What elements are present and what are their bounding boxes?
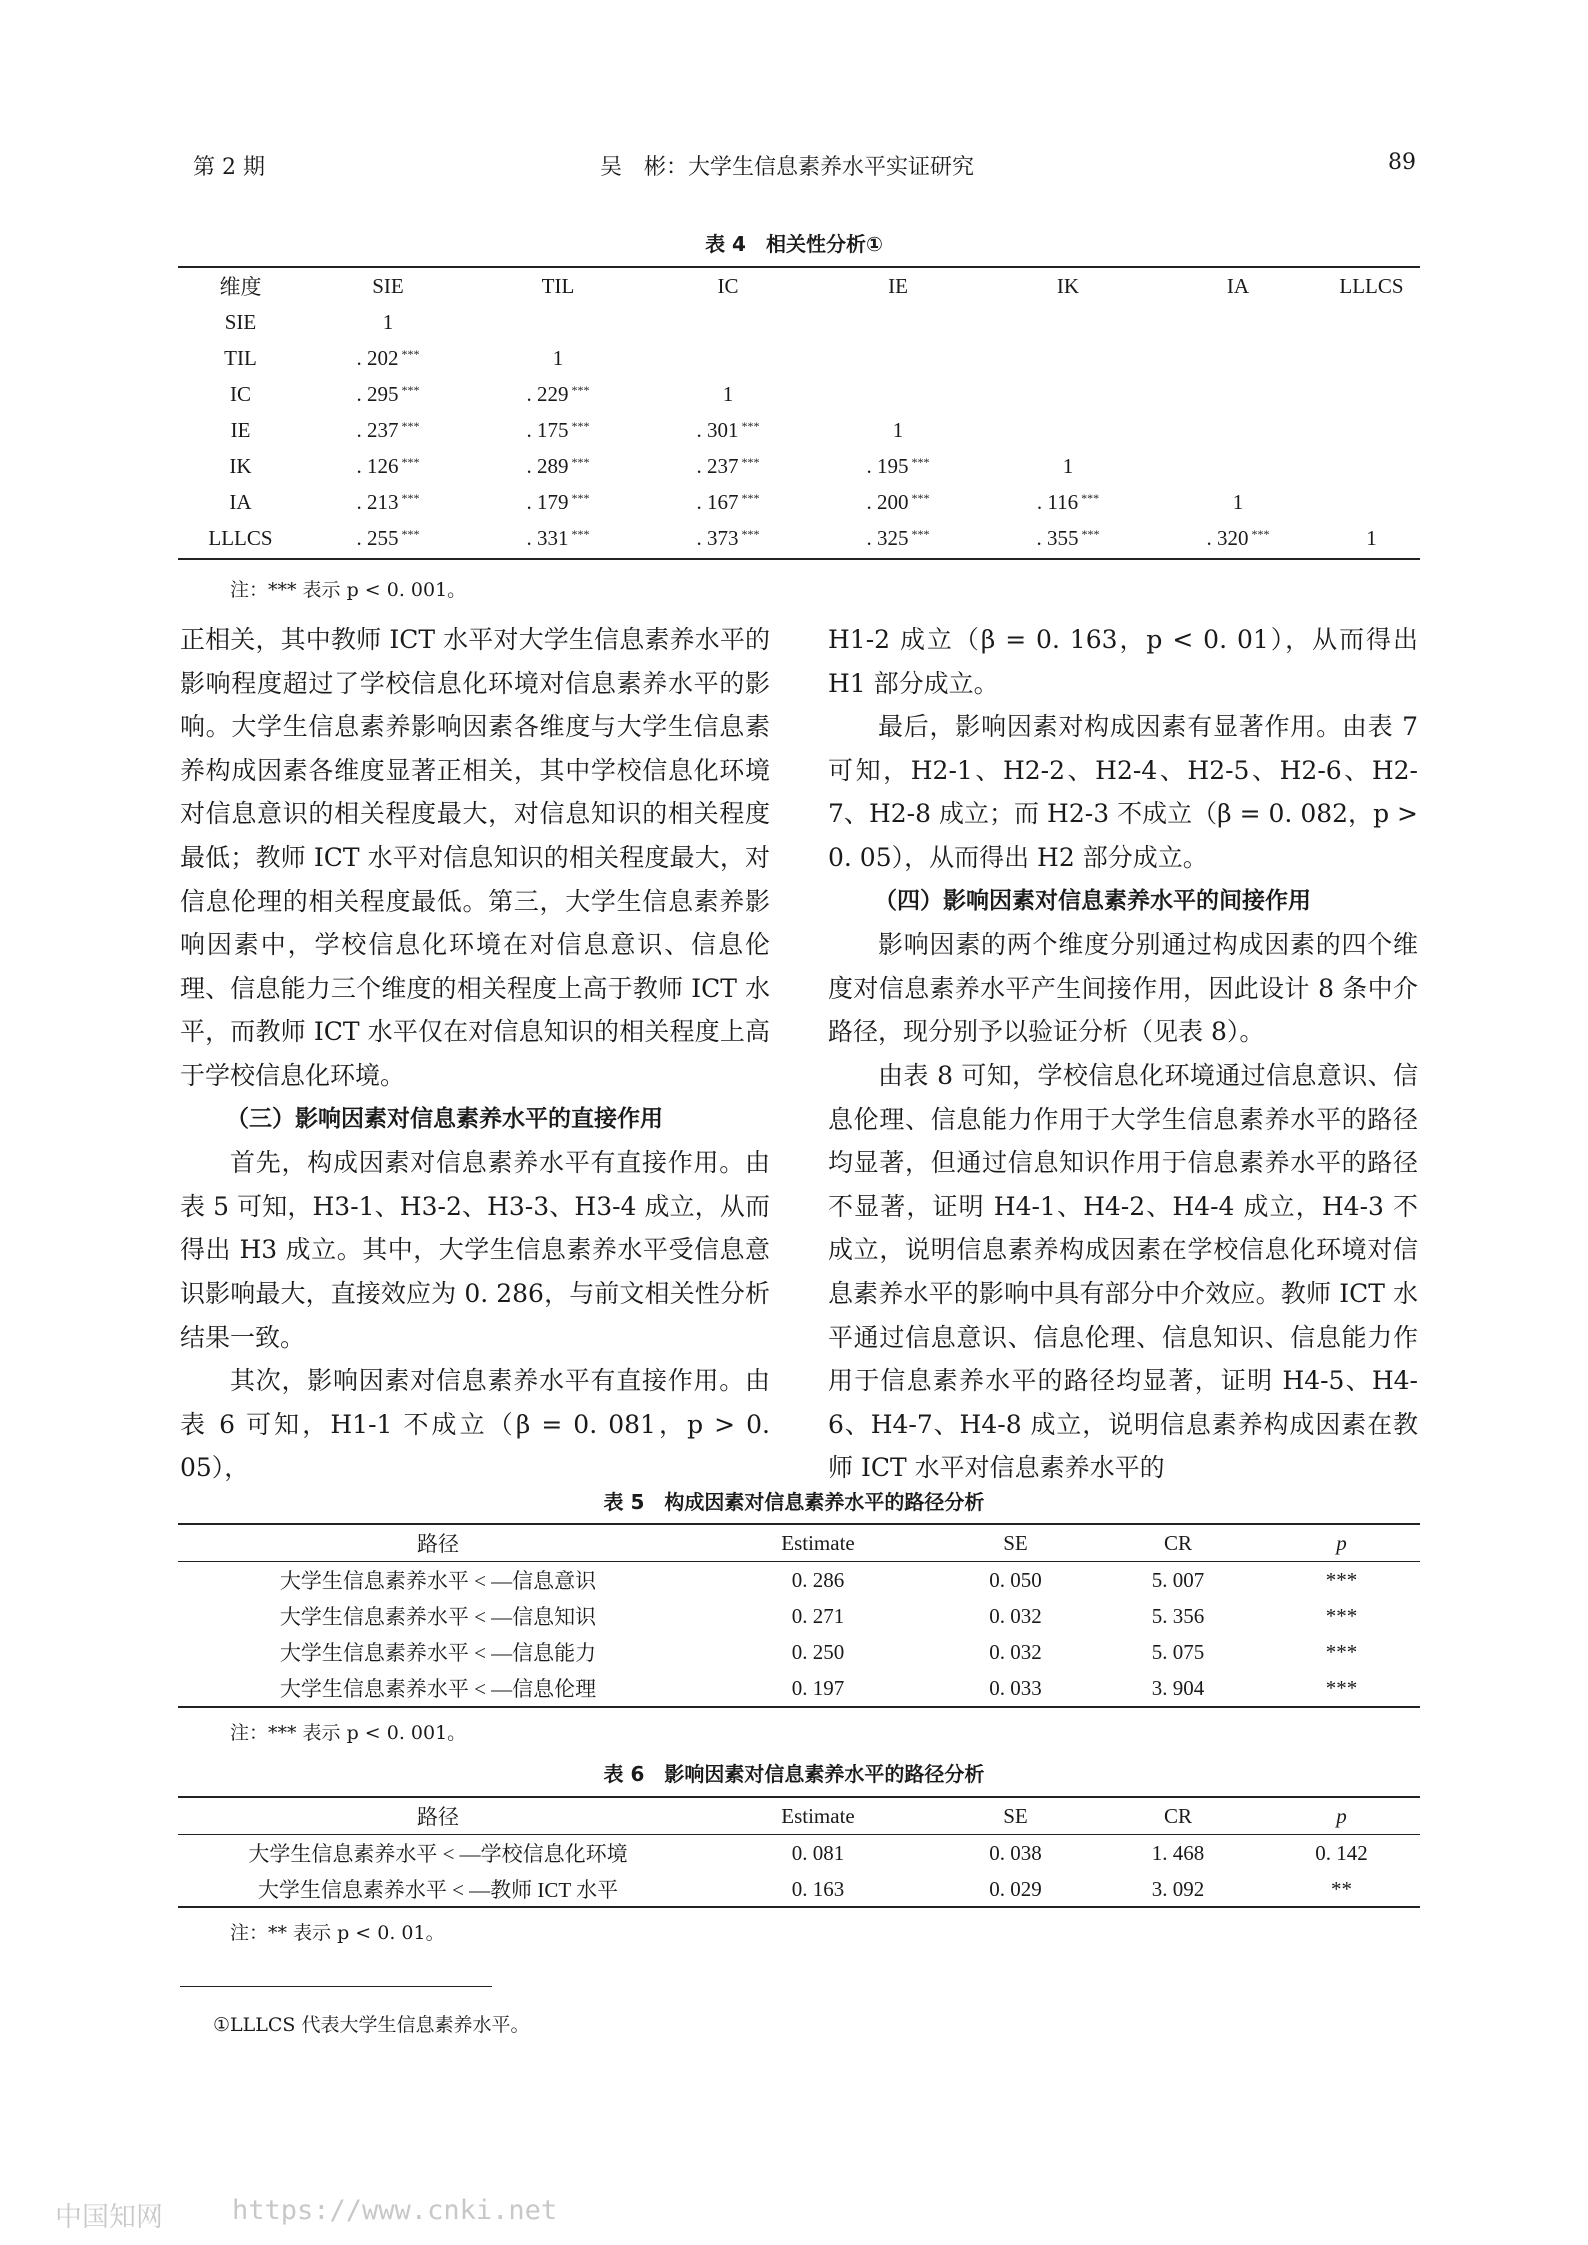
table4-cell [473, 520, 643, 556]
table4-cell [1323, 412, 1420, 448]
table4-cell-value: 1 [1232, 489, 1244, 514]
table4-column-header: IA [1226, 273, 1250, 298]
table4-cell [1323, 520, 1420, 556]
table5-column-header: 路径 [178, 1525, 698, 1562]
table5-value-cell: 0. 032 [989, 1639, 1042, 1664]
table5-value-cell: 0. 032 [989, 1603, 1042, 1628]
table4-cell [1153, 520, 1323, 556]
table4-cell [813, 304, 983, 340]
table5-value-cell: *** [1325, 1567, 1358, 1592]
table4-cell [1153, 448, 1323, 484]
significance-marker: *** [401, 490, 420, 505]
table5-value-cell: *** [1325, 1603, 1358, 1628]
table4-cell [473, 448, 643, 484]
table4-column-header: IK [1056, 273, 1080, 298]
table6-column-header: Estimate [698, 1798, 938, 1835]
table4-caption: 表 4 相关性分析① [705, 232, 883, 256]
table5-row [178, 1670, 1420, 1706]
table4-cell [983, 448, 1153, 484]
table6-column-header: 路径 [178, 1798, 698, 1835]
table4-cell-value: . 301 [696, 417, 739, 442]
significance-marker: *** [911, 454, 930, 469]
table4-cell-value: . 200 [866, 489, 909, 514]
table4-cell [473, 412, 643, 448]
table4-column-header: IE [888, 273, 908, 298]
table4-cell-value: . 289 [526, 453, 569, 478]
table4-row-label: IA [229, 489, 252, 514]
table5-value-cell: 0. 033 [989, 1675, 1042, 1700]
table5-value-cell: 3. 904 [1151, 1675, 1205, 1700]
table4-cell [303, 412, 473, 448]
table4 [178, 268, 1420, 556]
table5-value-cell: 0. 271 [791, 1603, 845, 1628]
table4-row [178, 304, 1420, 340]
table5-path-cell: 大学生信息素养水平 < —信息知识 [279, 1605, 597, 1629]
table4-cell [643, 448, 813, 484]
table4-cell-value: . 175 [526, 417, 569, 442]
significance-marker: *** [911, 490, 930, 505]
table4-row [178, 340, 1420, 376]
table4-cell [1323, 340, 1420, 376]
table5-value-cell: 0. 050 [989, 1567, 1042, 1592]
table4-cell-value: . 167 [696, 489, 739, 514]
table4-cell [303, 376, 473, 412]
table4-cell [303, 448, 473, 484]
table6 [178, 1798, 1420, 1907]
table4-cell-value: . 237 [356, 417, 399, 442]
table4-cell-value: . 325 [866, 525, 909, 550]
table5-row [178, 1562, 1420, 1599]
table4-cell-value: . 202 [356, 345, 399, 370]
table4-cell [983, 412, 1153, 448]
table6-value-cell: ** [1331, 1876, 1352, 1901]
table6-header-row [178, 1798, 1420, 1835]
body-paragraph: 正相关，其中教师 ICT 水平对大学生信息素养水平的影响程度超过了学校信息化环境对信息素养水平的影响。大学生信息素养影响因素各维度与大学生信息素养构成因素各维度显著正相关，其中学校信息化环境对信息意识的相关程度最大，对信息知识的相关程度最低；教师 ICT 水平对信息知识的相关程度最大，对信息伦理的相关程度最低。第三，大学生信息素养影响因素中，学校信息化环境在对信息意识、信息伦理、信息能力三个维度的相关程度上高于教师 ICT 水平，而教师 ICT 水平仅在对信息知识的相关程度上高于学校信息化环境。 [180, 625, 770, 1090]
table6-row [178, 1835, 1420, 1872]
table5 [178, 1525, 1420, 1706]
table6-value-cell: 0. 163 [791, 1876, 845, 1901]
table4-cell [1153, 376, 1323, 412]
table5-column-header: CR [1093, 1525, 1263, 1562]
table6-value-cell: 0. 038 [989, 1840, 1042, 1865]
table5-value-cell: 0. 250 [791, 1639, 845, 1664]
table6-note: 注：** 表示 p < 0. 01。 [230, 1922, 445, 1944]
body-paragraph: 首先，构成因素对信息素养水平有直接作用。由表 5 可知，H3-1、H3-2、H3-3、H3-4 成立，从而得出 H3 成立。其中，大学生信息素养水平受信息意识影响最大，直接效应为 0. 286，与前文相关性分析结果一致。 [180, 1148, 770, 1352]
table4-row [178, 376, 1420, 412]
issue-number: 第 2 期 [193, 155, 265, 180]
table4-cell [813, 484, 983, 520]
table4-cell [643, 412, 813, 448]
section-heading: （四）影响因素对信息素养水平的间接作用 [874, 887, 1311, 914]
table5-bottom-rule [178, 1706, 1420, 1708]
table4-cell [1153, 304, 1323, 340]
table4-column-header: 维度 [219, 275, 262, 299]
table4-cell [303, 340, 473, 376]
body-paragraph: 影响因素的两个维度分别通过构成因素的四个维度对信息素养水平产生间接作用，因此设计 8 条中介路径，现分别予以验证分析（见表 8）。 [828, 930, 1418, 1047]
table4-cell [643, 484, 813, 520]
table4-cell-value: . 179 [526, 489, 569, 514]
table5-caption: 表 5 构成因素对信息素养水平的路径分析 [603, 1490, 985, 1514]
table4-cell-value: . 373 [696, 525, 739, 550]
section-heading: （三）影响因素对信息素养水平的直接作用 [226, 1105, 663, 1132]
significance-marker: *** [401, 418, 420, 433]
table4-row-label: IC [230, 381, 251, 406]
table5-path-cell: 大学生信息素养水平 < —信息伦理 [279, 1677, 597, 1701]
table4-row-label: LLLCS [208, 525, 273, 550]
running-title: 吴 彬：大学生信息素养水平实证研究 [600, 155, 975, 180]
table4-cell [643, 520, 813, 556]
table4-row [178, 412, 1420, 448]
table4-cell-value: . 229 [526, 381, 569, 406]
table4-cell [643, 304, 813, 340]
table4-column-header: IC [717, 273, 739, 298]
table5-value-cell: 0. 197 [791, 1675, 845, 1700]
table4-cell-value: . 331 [526, 525, 569, 550]
significance-marker: *** [401, 382, 420, 397]
table5-header-row [178, 1525, 1420, 1562]
table4-cell [473, 304, 643, 340]
table4-cell [983, 340, 1153, 376]
table5-value-cell: 5. 007 [1151, 1567, 1205, 1592]
table6-path-cell: 大学生信息素养水平 < —学校信息化环境 [248, 1842, 628, 1866]
table4-cell [303, 520, 473, 556]
significance-marker: *** [571, 490, 590, 505]
table5-row [178, 1598, 1420, 1634]
table4-column-header: TIL [541, 273, 575, 298]
watermark-brand: 中国知网 [55, 2202, 163, 2233]
table5-value-cell: 5. 356 [1151, 1603, 1205, 1628]
table4-cell [473, 340, 643, 376]
table4-cell-value: 1 [552, 345, 564, 370]
table4-cell [643, 376, 813, 412]
table6-value-cell: 3. 092 [1151, 1876, 1205, 1901]
table6-column-header: p [1263, 1798, 1420, 1835]
table6-caption: 表 6 影响因素对信息素养水平的路径分析 [603, 1762, 985, 1786]
table4-cell-value: 1 [382, 309, 394, 334]
table6-column-header: SE [938, 1798, 1093, 1835]
left-column-text [180, 618, 770, 1490]
body-paragraph: 其次，影响因素对信息素养水平有直接作用。由表 6 可知，H1-1 不成立（β = 0. 081，p > 0. 05）， [180, 1366, 770, 1483]
table6-value-cell: 0. 081 [791, 1840, 845, 1865]
table4-row [178, 520, 1420, 556]
table4-cell [983, 520, 1153, 556]
significance-marker: *** [741, 526, 760, 541]
watermark-url[interactable]: https://www.cnki.net [232, 2195, 558, 2226]
table4-cell-value: . 255 [356, 525, 399, 550]
table4-cell-value: . 195 [866, 453, 909, 478]
table4-row-label: SIE [224, 309, 257, 334]
table4-cell [1323, 448, 1420, 484]
table4-cell [1153, 340, 1323, 376]
table4-cell [1153, 484, 1323, 520]
table5-row [178, 1634, 1420, 1670]
significance-marker: *** [401, 454, 420, 469]
table4-row [178, 484, 1420, 520]
table5-column-header: p [1263, 1525, 1420, 1562]
table5-value-cell: *** [1325, 1675, 1358, 1700]
significance-marker: *** [741, 454, 760, 469]
table4-cell [303, 304, 473, 340]
table6-value-cell: 0. 029 [989, 1876, 1042, 1901]
significance-marker: *** [571, 418, 590, 433]
table4-row-label: IK [229, 453, 252, 478]
table5-value-cell: *** [1325, 1639, 1358, 1664]
table6-value-cell: 0. 142 [1315, 1840, 1368, 1865]
body-paragraph: 最后，影响因素对构成因素有显著作用。由表 7 可知，H2-1、H2-2、H2-4、H2-5、H2-6、H2-7、H2-8 成立；而 H2-3 不成立（β = 0. 082，p > 0. 05），从而得出 H2 部分成立。 [828, 712, 1418, 872]
table6-row [178, 1871, 1420, 1907]
table4-cell-value: . 126 [356, 453, 399, 478]
table6-bottom-rule [178, 1906, 1420, 1908]
significance-marker: *** [571, 454, 590, 469]
table4-cell-value: . 213 [356, 489, 399, 514]
table6-column-header: CR [1093, 1798, 1263, 1835]
significance-marker: *** [571, 382, 590, 397]
table4-row-label: IE [230, 417, 251, 442]
table4-cell [1323, 484, 1420, 520]
table4-column-header: SIE [372, 273, 404, 298]
table5-note: 注：*** 表示 p < 0. 001。 [230, 1722, 467, 1744]
significance-marker: *** [911, 526, 930, 541]
body-paragraph: 由表 8 可知，学校信息化环境通过信息意识、信息伦理、信息能力作用于大学生信息素养水平的路径均显著，但通过信息知识作用于信息素养水平的路径不显著，证明 H4-1、H4-2、H4-4 成立，H4-3 不成立，说明信息素养构成因素在学校信息化环境对信息素养水平的影响中具有部分中介效应。教师 ICT 水平通过信息意识、信息伦理、信息知识、信息能力作用于信息素养水平的路径均显著，证明 H4-5、H4-6、H4-7、H4-8 成立，说明信息素养构成因素在教师 ICT 水平对信息素养水平的 [828, 1060, 1418, 1483]
table4-cell [813, 412, 983, 448]
table4-cell [1323, 304, 1420, 340]
table4-cell [303, 484, 473, 520]
significance-marker: *** [741, 418, 760, 433]
table5-value-cell: 5. 075 [1151, 1639, 1205, 1664]
table4-cell [983, 304, 1153, 340]
table4-cell-value: . 320 [1206, 525, 1249, 550]
table6-value-cell: 1. 468 [1151, 1840, 1205, 1865]
table4-cell [1153, 412, 1323, 448]
table4-bottom-rule [178, 558, 1420, 560]
significance-marker: *** [401, 526, 420, 541]
table4-cell-value: . 295 [356, 381, 399, 406]
significance-marker: *** [1081, 526, 1100, 541]
table4-note: 注：*** 表示 p < 0. 001。 [230, 579, 467, 601]
table5-column-header: Estimate [698, 1525, 938, 1562]
significance-marker: *** [401, 346, 420, 361]
footnote-separator [180, 1986, 492, 1987]
table5-value-cell: 0. 286 [791, 1567, 845, 1592]
table4-cell-value: 1 [722, 381, 734, 406]
significance-marker: *** [571, 526, 590, 541]
table4-header-row [178, 268, 1420, 304]
table4-cell-value: 1 [1366, 525, 1377, 550]
table4-row-label: TIL [224, 345, 257, 370]
table4-cell [813, 448, 983, 484]
table4-cell [813, 520, 983, 556]
significance-marker: *** [1251, 526, 1270, 541]
significance-marker: *** [1081, 490, 1100, 505]
table5-path-cell: 大学生信息素养水平 < —信息意识 [279, 1569, 597, 1593]
table6-path-cell: 大学生信息素养水平 < —教师 ICT 水平 [257, 1878, 619, 1902]
table4-cell [813, 340, 983, 376]
table4-cell-value: . 355 [1036, 525, 1079, 550]
table4-cell-value: . 116 [1036, 489, 1079, 514]
table4-cell [983, 376, 1153, 412]
table4-cell-value: . 237 [696, 453, 739, 478]
table4-cell [813, 376, 983, 412]
table4-row [178, 448, 1420, 484]
table4-cell [473, 484, 643, 520]
body-paragraph: H1-2 成立（β = 0. 163，p < 0. 01），从而得出 H1 部分成立。 [828, 625, 1418, 698]
table4-cell [473, 376, 643, 412]
significance-marker: *** [741, 490, 760, 505]
page-number: 89 [1388, 150, 1416, 175]
table4-cell [983, 484, 1153, 520]
table4-cell-value: 1 [892, 417, 904, 442]
table4-cell [643, 340, 813, 376]
table4-cell-value: 1 [1062, 453, 1074, 478]
right-column-text [828, 618, 1418, 1490]
table5-column-header: SE [938, 1525, 1093, 1562]
footnote: ①LLLCS 代表大学生信息素养水平。 [213, 2014, 530, 2036]
table5-path-cell: 大学生信息素养水平 < —信息能力 [279, 1641, 597, 1665]
table4-cell [1323, 376, 1420, 412]
table4-column-header: LLLCS [1339, 273, 1404, 298]
